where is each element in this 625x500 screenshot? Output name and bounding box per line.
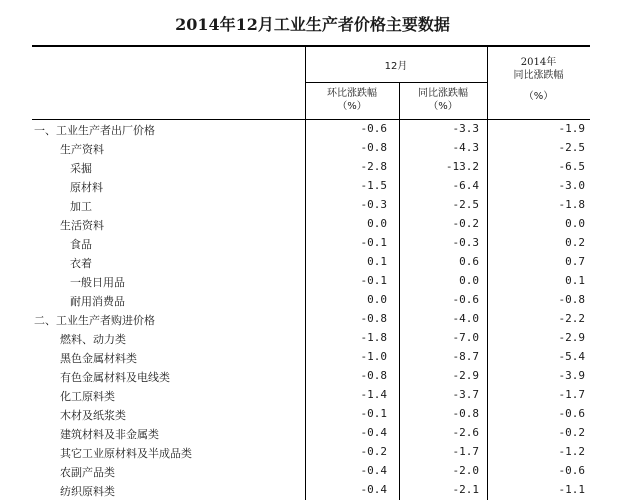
cell-mom: -0.1 <box>360 274 387 287</box>
cell-year-yoy: -2.5 <box>558 141 585 154</box>
header-yoy: 同比涨跌幅 <box>418 88 468 99</box>
header-month: 12月 <box>384 61 408 72</box>
cell-year-yoy: -0.6 <box>558 464 585 477</box>
cell-mom: -0.8 <box>360 312 387 325</box>
row-label: 衣着 <box>70 257 92 270</box>
table-row <box>0 120 625 139</box>
cell-yoy: 0.6 <box>459 255 479 268</box>
table-row <box>0 215 625 234</box>
cell-year-yoy: -0.8 <box>558 293 585 306</box>
header-year: 2014年 <box>520 57 557 68</box>
cell-mom: -0.8 <box>360 141 387 154</box>
header-mom-unit: （%） <box>337 101 367 112</box>
cell-yoy: -4.0 <box>452 312 479 325</box>
table-row <box>0 158 625 177</box>
cell-mom: -1.0 <box>360 350 387 363</box>
cell-year-yoy: -1.7 <box>558 388 585 401</box>
cell-mom: -0.4 <box>360 483 387 496</box>
cell-yoy: -3.3 <box>452 122 479 135</box>
row-label: 农副产品类 <box>60 466 115 479</box>
cell-mom: -0.2 <box>360 445 387 458</box>
table-row <box>0 367 625 386</box>
cell-mom: 0.0 <box>367 293 387 306</box>
table-row <box>0 234 625 253</box>
row-label: 有色金属材料及电线类 <box>60 371 170 384</box>
cell-year-yoy: -3.0 <box>558 179 585 192</box>
row-label: 木材及纸浆类 <box>60 409 126 422</box>
header-year-unit: （%） <box>523 91 554 102</box>
cell-year-yoy: -1.9 <box>558 122 585 135</box>
cell-mom: -0.4 <box>360 426 387 439</box>
cell-mom: -2.8 <box>360 160 387 173</box>
row-label: 一般日用品 <box>70 276 125 289</box>
table-row <box>0 139 625 158</box>
cell-mom: -0.1 <box>360 407 387 420</box>
header-mom: 环比涨跌幅 <box>327 88 377 99</box>
top-rule <box>32 45 590 47</box>
cell-yoy: -2.6 <box>452 426 479 439</box>
cell-year-yoy: -3.9 <box>558 369 585 382</box>
cell-mom: -1.5 <box>360 179 387 192</box>
table-row <box>0 348 625 367</box>
cell-mom: -1.8 <box>360 331 387 344</box>
cell-mom: -0.4 <box>360 464 387 477</box>
cell-yoy: -13.2 <box>445 160 479 173</box>
cell-year-yoy: 0.7 <box>565 255 585 268</box>
row-label: 黑色金属材料类 <box>60 352 137 365</box>
cell-yoy: -8.7 <box>452 350 479 363</box>
header-yoy-unit: （%） <box>428 101 458 112</box>
cell-yoy: -2.9 <box>452 369 479 382</box>
table-row <box>0 196 625 215</box>
cell-yoy: -0.6 <box>452 293 479 306</box>
cell-year-yoy: -1.1 <box>558 483 585 496</box>
row-label: 二、工业生产者购进价格 <box>34 314 155 327</box>
row-label: 化工原料类 <box>60 390 115 403</box>
cell-yoy: -6.4 <box>452 179 479 192</box>
table-row <box>0 386 625 405</box>
cell-mom: -0.8 <box>360 369 387 382</box>
cell-year-yoy: -0.2 <box>558 426 585 439</box>
row-label: 其它工业原材料及半成品类 <box>60 447 192 460</box>
cell-mom: -1.4 <box>360 388 387 401</box>
table-row <box>0 253 625 272</box>
row-label: 生活资料 <box>60 219 104 232</box>
row-label: 食品 <box>70 238 92 251</box>
cell-year-yoy: -1.8 <box>558 198 585 211</box>
page-title: 2014年12月工业生产者价格主要数据 <box>175 15 450 34</box>
cell-year-yoy: -0.6 <box>558 407 585 420</box>
row-label: 一、工业生产者出厂价格 <box>34 124 155 137</box>
row-label: 纺织原料类 <box>60 485 115 498</box>
cell-mom: -0.3 <box>360 198 387 211</box>
table-row <box>0 272 625 291</box>
table-row <box>0 405 625 424</box>
cell-yoy: -7.0 <box>452 331 479 344</box>
cell-year-yoy: -2.9 <box>558 331 585 344</box>
cell-yoy: -0.8 <box>452 407 479 420</box>
cell-mom: -0.6 <box>360 122 387 135</box>
cell-yoy: 0.0 <box>459 274 479 287</box>
table-row <box>0 443 625 462</box>
row-label: 生产资料 <box>60 143 104 156</box>
cell-year-yoy: 0.1 <box>565 274 585 287</box>
row-label: 加工 <box>70 200 92 213</box>
row-label: 燃料、动力类 <box>60 333 126 346</box>
row-label: 原材料 <box>70 181 103 194</box>
cell-yoy: -0.2 <box>452 217 479 230</box>
table-row <box>0 481 625 500</box>
cell-yoy: -1.7 <box>452 445 479 458</box>
row-label: 采掘 <box>70 162 92 175</box>
table-row <box>0 329 625 348</box>
table-row <box>0 177 625 196</box>
cell-year-yoy: -1.2 <box>558 445 585 458</box>
month-subheader-rule <box>305 82 487 83</box>
row-label: 建筑材料及非金属类 <box>60 428 159 441</box>
cell-yoy: -4.3 <box>452 141 479 154</box>
cell-year-yoy: -2.2 <box>558 312 585 325</box>
table-row <box>0 424 625 443</box>
cell-year-yoy: -5.4 <box>558 350 585 363</box>
cell-yoy: -2.5 <box>452 198 479 211</box>
table-row <box>0 291 625 310</box>
cell-year-yoy: 0.0 <box>565 217 585 230</box>
price-table-body <box>0 120 625 500</box>
cell-mom: 0.0 <box>367 217 387 230</box>
cell-yoy: -2.0 <box>452 464 479 477</box>
cell-yoy: -3.7 <box>452 388 479 401</box>
cell-year-yoy: -6.5 <box>558 160 585 173</box>
row-label: 耐用消费品 <box>70 295 125 308</box>
cell-yoy: -2.1 <box>452 483 479 496</box>
cell-mom: 0.1 <box>367 255 387 268</box>
cell-year-yoy: 0.2 <box>565 236 585 249</box>
cell-yoy: -0.3 <box>452 236 479 249</box>
header-year-yoy: 同比涨跌幅 <box>513 70 564 81</box>
cell-mom: -0.1 <box>360 236 387 249</box>
table-row <box>0 462 625 481</box>
table-row <box>0 310 625 329</box>
